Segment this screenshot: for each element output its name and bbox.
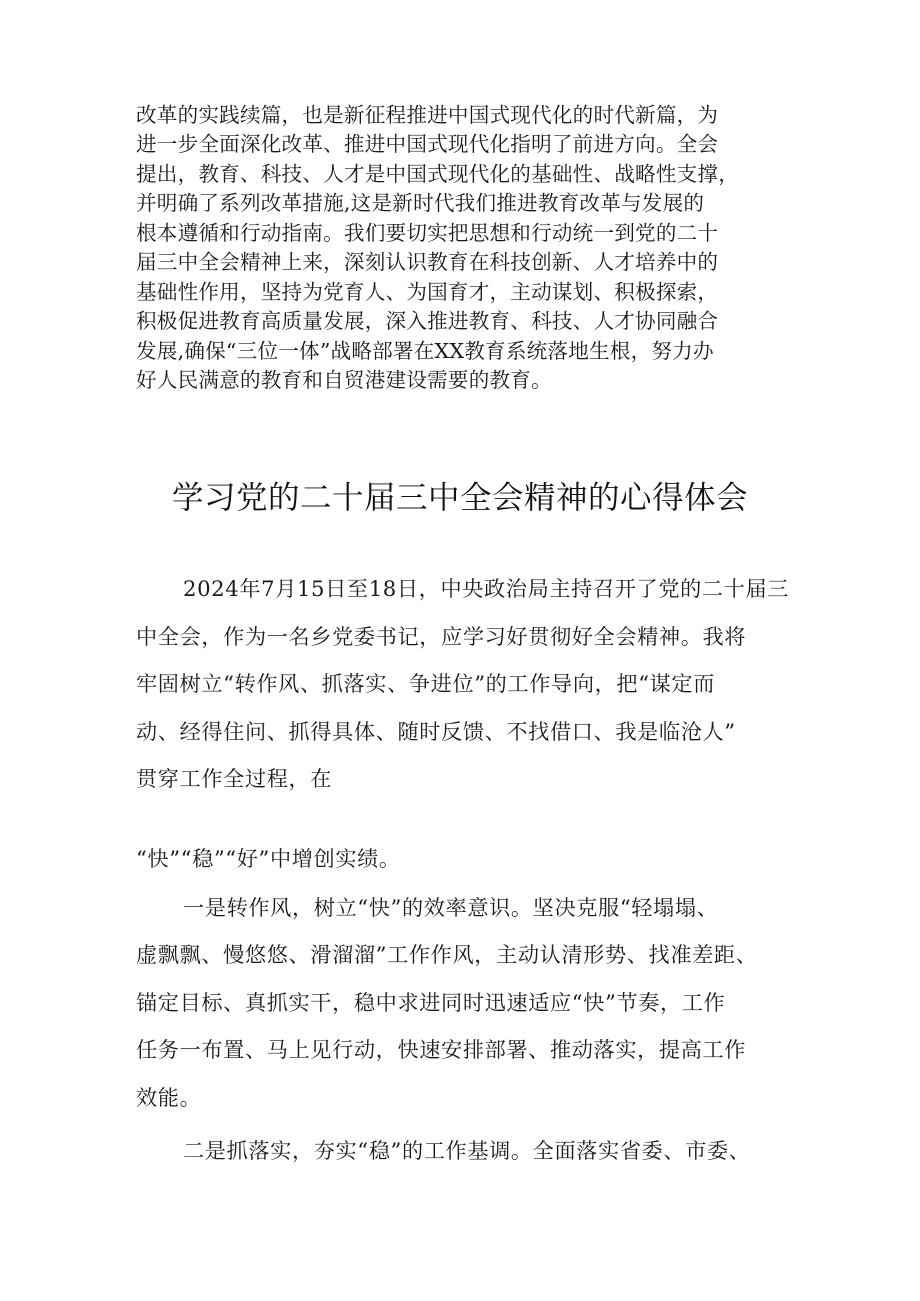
paragraph-3-line-1: 二是抓落实，夯实“稳”的工作基调。全面落实省委、市委、 [183, 1138, 751, 1163]
paragraph-1-line-5: 贯穿工作全过程，在 [136, 766, 333, 791]
paragraph-1-line-1: 2024年7月15日至18日，中央政治局主持召开了党的二十届三 [183, 576, 790, 601]
intro-line-5: 根本遵循和行动指南。我们要切实把思想和行动统一到党的二十 [136, 221, 719, 245]
intro-line-10: 好人民满意的教育和自贸港建设需要的教育。 [136, 368, 552, 392]
paragraph-2-line-3: 锚定目标、真抓实干，稳中求进同时迅速适应“快”节奏，工作 [136, 990, 726, 1015]
intro-line-3: 提出，教育、科技、人才是中国式现代化的基础性、战略性支撑， [136, 162, 740, 186]
intro-line-1: 改革的实践续篇，也是新征程推进中国式现代化的时代新篇，为 [136, 103, 719, 127]
paragraph-2-line-4: 任务一布置、马上见行动，快速安排部署、推动落实，提高工作 [136, 1037, 747, 1062]
intro-line-6: 届三中全会精神上来，深刻认识教育在科技创新、人才培养中的 [136, 250, 719, 274]
intro-line-7: 基础性作用，坚持为党育人、为国育才，主动谋划、积极探索， [136, 280, 719, 304]
paragraph-2-line-5: 效能。 [136, 1085, 202, 1110]
paragraph-1-line-2: 中全会，作为一名乡党委书记，应学习好贯彻好全会精神。我将 [136, 624, 747, 649]
paragraph-2-line-2: 虚飘飘、慢悠悠、滑溜溜”工作作风，主动认清形势、找准差距、 [136, 942, 758, 967]
intro-line-8: 积极促进教育高质量发展，深入推进教育、科技、人才协同融合 [136, 309, 719, 333]
paragraph-1-line-4: 动、经得住问、抓得具体、随时反馈、不找借口、我是临沧人” [136, 719, 736, 744]
article-title: 学习党的二十届三中全会精神的心得体会 [171, 480, 748, 516]
intro-line-9: 发展,确保“三位一体”战略部署在XX教育系统落地生根，努力办 [136, 339, 714, 363]
paragraph-2-line-1: 一是转作风，树立“快”的效率意识。坚决克服“轻塌塌、 [183, 895, 719, 920]
paragraph-1-continued: “快”“稳”“好”中增创实绩。 [136, 846, 401, 871]
paragraph-1-line-3: 牢固树立“转作风、抓落实、争进位”的工作导向，把“谋定而 [136, 671, 715, 696]
intro-line-4: 并明确了系列改革措施,这是新时代我们推进教育改革与发展的 [136, 191, 705, 215]
intro-line-2: 进一步全面深化改革、推进中国式现代化指明了前进方向。全会 [136, 132, 719, 156]
